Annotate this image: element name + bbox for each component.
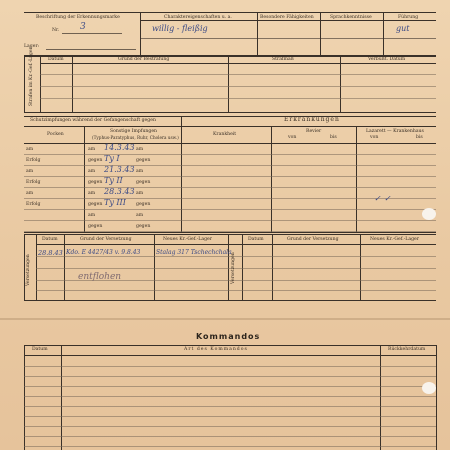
erkrankungen-revier: Revier bbox=[306, 129, 322, 134]
rule bbox=[36, 268, 436, 269]
rule bbox=[181, 187, 436, 188]
rule bbox=[228, 56, 229, 112]
rule bbox=[24, 406, 436, 407]
lazarett-bis: bis bbox=[416, 135, 423, 140]
impf-pref-label: gegen bbox=[88, 158, 103, 163]
strafen-datum: Datum bbox=[48, 57, 64, 62]
nr-value: 3 bbox=[80, 22, 86, 32]
vers-datum-left: Datum bbox=[42, 237, 58, 242]
rule bbox=[24, 366, 436, 367]
rule bbox=[24, 154, 181, 155]
vers-row1-datum: 28.8.43 bbox=[38, 249, 63, 257]
impf-left-label: Erfolg bbox=[26, 158, 41, 163]
vers-neues-left: Neues Kr.-Gef.-Lager bbox=[163, 237, 212, 242]
rule bbox=[24, 345, 25, 450]
impf-right-label: am bbox=[136, 169, 144, 174]
rule bbox=[320, 12, 321, 55]
impf-right-label: gegen bbox=[136, 158, 151, 163]
rule bbox=[24, 234, 436, 235]
character-value: willig - fleißig bbox=[152, 24, 208, 33]
rule bbox=[181, 209, 436, 210]
impf-left-label: Erfolg bbox=[26, 180, 41, 185]
rule bbox=[181, 220, 436, 221]
rule bbox=[24, 345, 436, 346]
rule bbox=[24, 176, 181, 177]
impf-right-label: gegen bbox=[136, 202, 151, 207]
rule bbox=[24, 220, 181, 221]
rule bbox=[24, 143, 436, 144]
impf-pref-label: am bbox=[88, 213, 96, 218]
rule bbox=[36, 290, 436, 291]
impf-value: 21.3.43 bbox=[104, 165, 135, 174]
erkrankungen-krankheit: Krankheit bbox=[213, 132, 237, 137]
vers-grund-left: Grund der Versetzung bbox=[80, 237, 132, 242]
strafen-strafmass: Strafmaß bbox=[272, 57, 294, 62]
rule bbox=[436, 345, 437, 450]
fuehrung-value: gut bbox=[396, 24, 410, 33]
rule bbox=[40, 56, 41, 112]
rule bbox=[40, 63, 436, 64]
vers-neues-right: Neues Kr.-Gef.-Lager bbox=[370, 237, 419, 242]
impf-pref-label: am bbox=[88, 147, 96, 152]
strafen-grund: Grund der Bestrafung bbox=[118, 57, 170, 62]
rule bbox=[24, 198, 181, 199]
rule bbox=[24, 416, 436, 417]
impf-pref-label: am bbox=[88, 169, 96, 174]
rule bbox=[181, 154, 436, 155]
rule bbox=[24, 300, 436, 301]
rule bbox=[24, 165, 181, 166]
rule bbox=[36, 244, 436, 245]
rule bbox=[140, 38, 436, 39]
rule bbox=[24, 446, 436, 447]
rule bbox=[61, 345, 62, 450]
revier-bis: bis bbox=[330, 135, 337, 140]
kommandos-datum: Datum bbox=[32, 347, 48, 352]
rule bbox=[40, 98, 436, 99]
rule bbox=[383, 12, 384, 55]
rule bbox=[40, 86, 436, 87]
kommandos-art: Art des Kommandos bbox=[184, 347, 248, 352]
header-fuehrung: Führung bbox=[398, 15, 419, 20]
impfungen-pocken: Pocken bbox=[47, 132, 64, 137]
impf-right-label: am bbox=[136, 191, 144, 196]
impf-value: Ty III bbox=[104, 198, 126, 207]
rule bbox=[257, 12, 258, 55]
nr-line bbox=[62, 33, 122, 34]
rule bbox=[181, 198, 436, 199]
rule bbox=[140, 12, 141, 55]
rule bbox=[24, 209, 181, 210]
impf-pref-label: gegen bbox=[88, 224, 103, 229]
impf-right-label: gegen bbox=[136, 224, 151, 229]
impf-value: 28.3.43 bbox=[104, 187, 135, 196]
rule bbox=[84, 126, 85, 232]
rule bbox=[72, 56, 73, 112]
entflohen-note: entflohen bbox=[78, 272, 122, 282]
rule bbox=[271, 126, 272, 232]
vers-row1-neues: Stalag 317 Tschechchala bbox=[156, 249, 232, 256]
impfungen-heading: Schutzimpfungen während der Gefangenschaft gegen bbox=[30, 118, 156, 123]
rule bbox=[40, 74, 436, 75]
versetzungen-side-right: Versetzungen bbox=[231, 252, 236, 284]
erkrankungen-heading: Erkrankungen bbox=[284, 116, 340, 123]
lager-label: Lager: bbox=[24, 44, 40, 49]
strafen-verbuesst: Verbüßt. Datum bbox=[368, 57, 406, 62]
impfungen-sonstige-sub: (Typhus-Paratyphus, Ruhr, Cholera usw.) bbox=[92, 135, 179, 140]
header-charakter: Charaktereigenschaften u. a. bbox=[164, 15, 232, 20]
rule bbox=[36, 256, 436, 257]
card-fold-line bbox=[0, 318, 450, 320]
rule bbox=[24, 56, 25, 112]
versetzungen-side-left: Versetzungen bbox=[26, 254, 31, 286]
impfungen-sonstige: Sonstige Impfungen bbox=[110, 129, 158, 134]
rule bbox=[380, 345, 381, 450]
impf-pref-label: gegen bbox=[88, 180, 103, 185]
lazarett-von: von bbox=[370, 135, 379, 140]
rule bbox=[340, 56, 341, 112]
header-sprachkenntnisse: Sprachkenntnisse bbox=[330, 15, 372, 20]
rule bbox=[24, 12, 436, 13]
impf-left-label: am bbox=[26, 169, 34, 174]
rule bbox=[24, 231, 181, 232]
header-erkennungsmarke: Beschriftung der Erkennungsmarke bbox=[36, 15, 120, 20]
impf-right-label: gegen bbox=[136, 180, 151, 185]
rule bbox=[24, 436, 436, 437]
rule bbox=[24, 232, 436, 233]
rule bbox=[181, 116, 182, 232]
kommandos-rueckkehr: Rückkehrdatum bbox=[388, 347, 426, 352]
kommandos-title: Kommandos bbox=[196, 332, 261, 341]
rule bbox=[24, 116, 436, 117]
vers-datum-right: Datum bbox=[248, 237, 264, 242]
rule bbox=[24, 112, 436, 113]
impf-value: Ty I bbox=[104, 154, 120, 163]
impf-pref-label: am bbox=[88, 191, 96, 196]
impf-left-label: am bbox=[26, 147, 34, 152]
impf-left-label: Erfolg bbox=[26, 202, 41, 207]
rule bbox=[24, 386, 436, 387]
check-mark-2: ✓ bbox=[384, 194, 391, 203]
impf-value: 14.3.43 bbox=[104, 143, 135, 152]
punch-hole bbox=[422, 208, 436, 220]
rule bbox=[140, 20, 436, 21]
rule bbox=[24, 396, 436, 397]
impf-pref-label: gegen bbox=[88, 202, 103, 207]
vers-grund-right: Grund der Versetzung bbox=[287, 237, 339, 242]
strafen-side-label: Strafen im Kr.-Gef.-Lager bbox=[29, 47, 34, 106]
rule bbox=[181, 231, 436, 232]
impf-left-label: am bbox=[26, 191, 34, 196]
rule bbox=[24, 187, 181, 188]
rule bbox=[356, 126, 357, 232]
nr-label: Nr. bbox=[52, 28, 60, 33]
erkrankungen-lazarett: Lazarett — Krankenhaus bbox=[366, 129, 424, 134]
lager-line bbox=[46, 49, 136, 50]
impf-value: Ty II bbox=[104, 176, 123, 185]
vers-row1-grund: Kdo. E 4427/43 v. 9.8.43 bbox=[66, 249, 141, 256]
punch-hole bbox=[422, 382, 436, 394]
rule bbox=[24, 355, 436, 356]
check-mark-1: ✓ bbox=[374, 194, 381, 203]
rule bbox=[24, 234, 25, 300]
header-faehigkeiten: Besondere Fähigkeiten bbox=[260, 15, 314, 20]
impf-right-label: am bbox=[136, 147, 144, 152]
rule bbox=[24, 426, 436, 427]
revier-von: von bbox=[288, 135, 297, 140]
impf-right-label: am bbox=[136, 213, 144, 218]
rule bbox=[181, 176, 436, 177]
rule bbox=[24, 126, 436, 127]
rule bbox=[24, 376, 436, 377]
rule bbox=[181, 165, 436, 166]
